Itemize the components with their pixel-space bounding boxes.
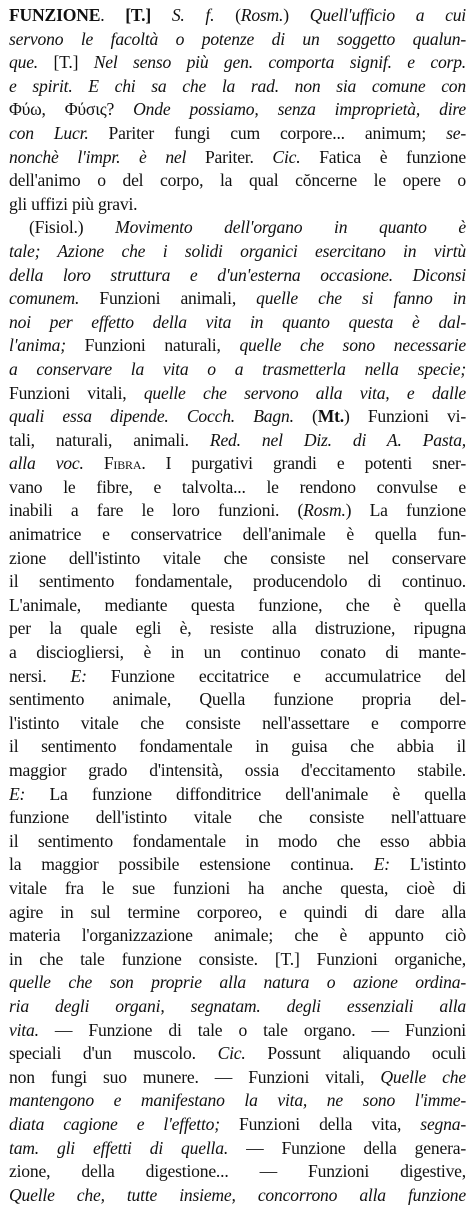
text-segment: La funzione diffonditrice dell'animale è quella — [49, 783, 466, 804]
text-segment: Rosm. — [303, 500, 346, 521]
text-line — [9, 122, 466, 146]
text-segment: ( — [235, 5, 241, 25]
text-line — [9, 499, 466, 523]
text-segment: Cic. — [272, 146, 320, 167]
text-line — [9, 877, 466, 901]
text-segment: della loro struttura e d'un'esterna occasione. Diconsi — [9, 264, 466, 285]
text-segment: quali essa dipende. Cocch. Bagn. — [9, 406, 313, 427]
text-segment: e spirit. E chi sa che la rad. non sia comune con — [9, 75, 466, 96]
text-line — [9, 1019, 466, 1043]
text-line — [9, 193, 466, 217]
text-segment: mantengono e manifestano la vita, ne sono l'imme- — [9, 1090, 466, 1111]
text-segment: segna- — [420, 1113, 466, 1134]
text-segment: animatrice e conservatrice dell'animale è quella fun- — [9, 524, 466, 545]
text-line — [9, 1137, 466, 1161]
text-segment: Nel senso più gen. comporta signif. e corp. — [93, 52, 466, 73]
text-segment: quelle che si fanno in — [256, 288, 466, 309]
text-line — [9, 311, 466, 335]
text-segment: — Funzione della genera- — [246, 1137, 466, 1158]
text-segment: ) — [283, 5, 310, 25]
text-segment: zione, della digestione... — Funzioni digestive, — [9, 1161, 466, 1182]
text-line — [9, 806, 466, 830]
text-line — [9, 853, 466, 877]
text-segment: non fungi suo munere. — Funzioni vitali, — [9, 1066, 381, 1087]
text-segment: Pariter. — [204, 146, 273, 167]
text-segment: S. f. — [171, 5, 236, 25]
text-segment: tale; Azione che i solidi organici esercitano in virtù — [9, 240, 466, 261]
text-segment: Funzioni naturali, — [84, 335, 240, 356]
text-segment: Rosm. — [240, 5, 284, 25]
text-segment: l'anima; — [9, 335, 85, 356]
text-segment: Red. nel Diz. di A. Pasta, — [209, 429, 466, 450]
text-segment: materia l'organizzazione animale; che è appunto ciò — [9, 925, 466, 946]
text-line — [9, 570, 466, 594]
text-segment: Funzione eccitatrice e accumulatrice del — [86, 665, 466, 686]
text-segment: E: — [70, 665, 87, 686]
text-segment: FUNZIONE — [9, 5, 101, 25]
text-segment: inabili a fare le loro funzioni. ( — [9, 500, 304, 521]
text-segment: [T.] — [53, 52, 94, 73]
text-segment: Pariter fungi cum corpore... animum; — [108, 122, 447, 143]
text-line — [9, 783, 466, 807]
text-segment: nersi. — [9, 665, 71, 686]
text-segment: vitale fra le sue funzioni ha anche questa, cioè di — [9, 877, 466, 898]
text-segment: maggior grado d'intensità, ossia d'eccitamento stabile. — [9, 760, 466, 780]
text-line — [9, 971, 466, 995]
text-line — [9, 334, 466, 358]
text-line — [9, 641, 466, 665]
text-segment: ria degli organi, segnatam. degli essenziali alla — [9, 995, 466, 1016]
text-line — [9, 264, 466, 288]
text-segment: (Fisiol.) — [29, 217, 116, 238]
text-segment: Quell'ufficio a cui — [309, 5, 466, 25]
text-line — [9, 1042, 466, 1066]
text-segment: tali, naturali, animali. — [9, 429, 210, 450]
text-segment: l'istinto vitale che consiste nell'assettare e comporre — [9, 712, 466, 733]
text-segment: agire in sul termine corporeo, e quindi di dare alla — [9, 901, 466, 922]
text-line — [9, 216, 466, 240]
text-line — [9, 51, 466, 75]
text-line — [9, 358, 466, 382]
text-line — [9, 547, 466, 571]
text-segment: quelle che servono alla vita, e dalle — [143, 382, 466, 403]
text-segment: L'istinto — [409, 854, 466, 875]
text-segment: sentimento animale, Quella funzione propria del- — [9, 689, 466, 710]
text-line — [9, 1160, 466, 1184]
text-segment: in che tale funzione consiste. [T.] Funzioni organiche, — [9, 948, 466, 969]
text-line — [9, 146, 466, 170]
text-line — [9, 830, 466, 854]
text-segment: Fatica è funzione — [319, 146, 466, 167]
dictionary-entry-funzione — [9, 4, 466, 1207]
text-segment: Funzioni animali, — [99, 288, 257, 309]
text-segment: il sentimento fondamentale, producendolo di continuo. — [9, 571, 466, 592]
text-segment: Fibra — [103, 453, 142, 474]
text-segment: . I purgativi grandi e potenti sner- — [141, 453, 466, 474]
text-segment: a conservare la vita o a trasmetterla nella specie; — [9, 358, 466, 379]
text-segment: Onde possiamo, senza improprietà, dire — [133, 99, 466, 120]
text-segment: [T.] — [104, 5, 172, 25]
text-segment: a disciogliersi, è in un continuo conato di mante- — [9, 642, 466, 663]
text-segment: dell'animo o del corpo, la qual cŏncerne le opere o — [9, 170, 466, 191]
text-line — [9, 382, 466, 406]
text-segment: diata cagione e l'effetto; — [9, 1113, 240, 1134]
text-segment: — Funzione di tale o tale organo. — Funzioni — [54, 1019, 466, 1040]
text-segment: Possunt aliquando oculi — [267, 1043, 466, 1064]
text-segment: ) Funzioni vi- — [343, 406, 466, 427]
text-line — [9, 523, 466, 547]
text-line — [9, 1066, 466, 1090]
text-segment: Funzioni vitali, — [9, 382, 144, 403]
text-line — [9, 452, 466, 476]
text-segment: E: — [9, 783, 50, 804]
text-line — [9, 1184, 466, 1207]
text-segment: comunem. — [9, 288, 100, 309]
text-segment: Φύω, Φύσις? — [9, 99, 134, 120]
text-line — [9, 1113, 466, 1137]
text-segment: il sentimento fondamentale in guisa che abbia il — [9, 736, 466, 757]
text-segment: quelle che son proprie alla natura o azione ordina- — [9, 972, 466, 993]
text-line — [9, 759, 466, 783]
text-segment: Mt. — [317, 406, 344, 427]
text-line — [9, 169, 466, 193]
text-line — [9, 4, 466, 28]
text-line — [9, 75, 466, 99]
text-segment: nonchè l'impr. è nel — [9, 146, 205, 167]
text-line — [9, 405, 466, 429]
text-segment: Cic. — [217, 1043, 268, 1064]
text-segment: Movimento dell'organo in quanto è — [115, 217, 466, 238]
text-segment: il sentimento fondamentale in modo che esso abbia — [9, 830, 466, 851]
text-line — [9, 995, 466, 1019]
text-segment: la maggior possibile estensione continua. — [9, 854, 374, 875]
text-line — [9, 429, 466, 453]
text-segment: se- — [446, 122, 466, 143]
text-segment: gli uffizi più gravi. — [9, 193, 138, 214]
text-segment: E: — [373, 854, 410, 875]
text-segment: Funzioni della vita, — [239, 1113, 421, 1134]
text-line — [9, 287, 466, 311]
text-line — [9, 712, 466, 736]
text-segment: . — [100, 5, 105, 25]
text-segment: L'animale, mediante questa funzione, che è quella — [9, 594, 466, 615]
text-segment: quelle che sono necessarie — [239, 335, 466, 356]
text-segment: que. — [9, 52, 54, 73]
text-line — [9, 735, 466, 759]
text-line — [9, 1089, 466, 1113]
text-line — [9, 476, 466, 500]
text-segment: tam. gli effetti di quella. — [9, 1137, 247, 1158]
text-segment: noi per effetto della vita in quanto questa è dal- — [9, 311, 466, 332]
text-segment: Quelle che — [380, 1066, 466, 1087]
text-line — [9, 924, 466, 948]
text-line — [9, 617, 466, 641]
text-line — [9, 665, 466, 689]
text-segment: per la quale egli è, resiste alla distruzione, ripugna — [9, 618, 466, 639]
text-segment: servono le facoltà o potenze di un soggetto qualun- — [9, 28, 466, 49]
text-segment: vano le fibre, e talvolta... le rendono convulse e — [9, 476, 466, 497]
text-segment: zione dell'istinto vitale che consiste nel conservare — [9, 547, 466, 568]
text-line — [9, 240, 466, 264]
text-line — [9, 948, 466, 972]
text-line — [9, 901, 466, 925]
text-line — [9, 594, 466, 618]
text-segment: con Lucr. — [9, 122, 109, 143]
text-segment: ) La funzione — [345, 500, 466, 521]
text-line — [9, 98, 466, 122]
text-segment: ( — [312, 406, 318, 427]
text-segment: funzione dell'istinto vitale che consiste nell'attuare — [9, 807, 466, 828]
text-line — [9, 688, 466, 712]
text-segment: alla voc. — [9, 453, 104, 474]
text-segment: vita. — [9, 1019, 55, 1040]
text-segment: speciali d'un muscolo. — [9, 1043, 218, 1064]
text-segment: Quelle che, tutte insieme, concorrono alla funzione — [9, 1184, 466, 1205]
text-line — [9, 28, 466, 52]
